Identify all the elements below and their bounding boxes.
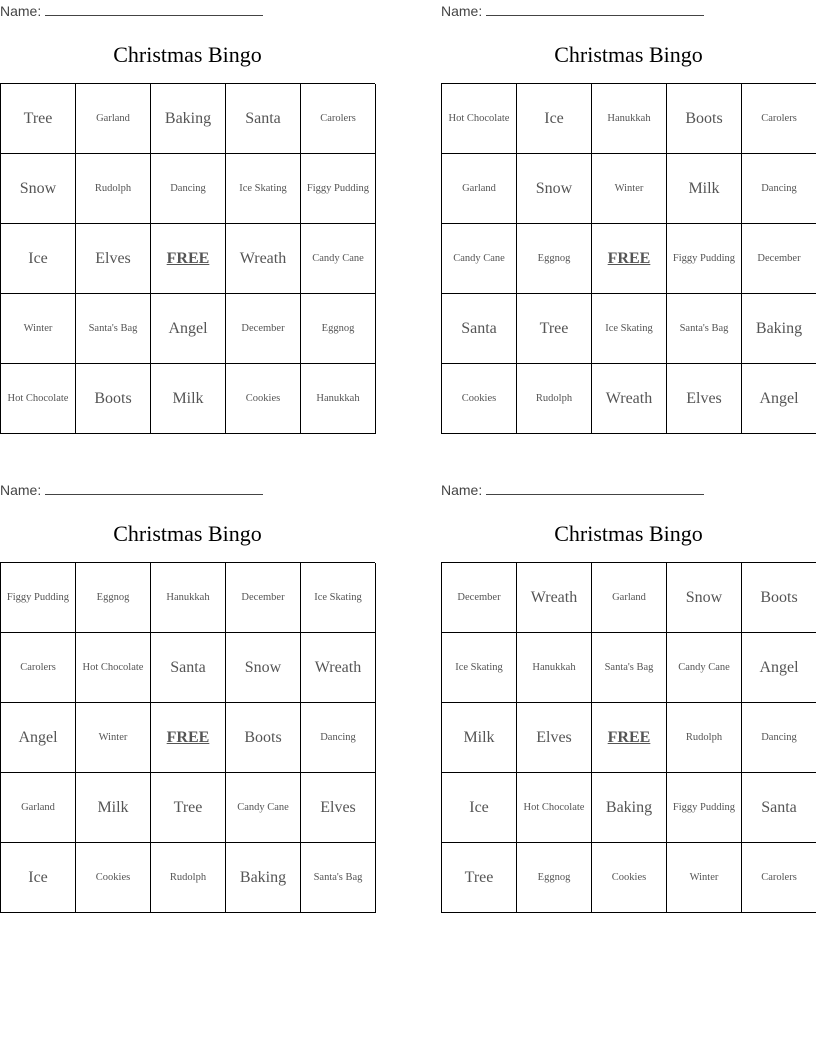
bingo-cell[interactable]: Snow [517,154,592,224]
bingo-cell[interactable]: Carolers [742,843,816,913]
bingo-cell[interactable]: Dancing [151,154,226,224]
bingo-cell[interactable]: Candy Cane [301,224,376,294]
bingo-cell[interactable]: Hot Chocolate [442,84,517,154]
bingo-cell[interactable]: Angel [151,294,226,364]
bingo-cell[interactable]: Wreath [226,224,301,294]
bingo-cell[interactable]: Eggnog [76,563,151,633]
bingo-cell[interactable]: Dancing [742,154,816,224]
bingo-cell[interactable]: Boots [226,703,301,773]
bingo-cell[interactable]: Ice Skating [226,154,301,224]
bingo-cell[interactable]: Snow [667,563,742,633]
bingo-cell[interactable]: Milk [442,703,517,773]
bingo-cell[interactable]: Winter [667,843,742,913]
bingo-cell[interactable]: December [226,294,301,364]
bingo-cell[interactable]: Winter [1,294,76,364]
name-blank-line[interactable] [45,2,263,16]
name-blank-line[interactable] [45,481,263,495]
bingo-cell[interactable]: Candy Cane [226,773,301,843]
bingo-cell[interactable]: Snow [226,633,301,703]
bingo-cell[interactable]: Ice [1,224,76,294]
bingo-cell[interactable]: Rudolph [667,703,742,773]
bingo-cell[interactable]: Angel [742,633,816,703]
free-space[interactable]: FREE [592,224,667,294]
bingo-cell[interactable]: Boots [667,84,742,154]
bingo-cell[interactable]: Garland [76,84,151,154]
bingo-cell[interactable]: Hanukkah [592,84,667,154]
bingo-cell[interactable]: Angel [1,703,76,773]
bingo-cell[interactable]: Snow [1,154,76,224]
bingo-cell[interactable]: Cookies [592,843,667,913]
free-space[interactable]: FREE [151,703,226,773]
bingo-cell[interactable]: Garland [592,563,667,633]
bingo-cell[interactable]: Hot Chocolate [1,364,76,434]
bingo-cell[interactable]: Ice Skating [592,294,667,364]
bingo-cell[interactable]: Baking [742,294,816,364]
bingo-cell[interactable]: Winter [76,703,151,773]
name-blank-line[interactable] [486,481,704,495]
name-label: Name: [441,482,483,498]
bingo-cell[interactable]: Hanukkah [301,364,376,434]
bingo-cell[interactable]: Santa [442,294,517,364]
bingo-cell[interactable]: Dancing [301,703,376,773]
bingo-cell[interactable]: Ice Skating [301,563,376,633]
name-field [441,2,704,20]
bingo-cell[interactable]: Candy Cane [667,633,742,703]
bingo-cell[interactable]: Tree [151,773,226,843]
bingo-cell[interactable]: Winter [592,154,667,224]
bingo-cell[interactable]: Santa's Bag [592,633,667,703]
card-title: Christmas Bingo [554,521,703,546]
bingo-cell[interactable]: Rudolph [76,154,151,224]
bingo-cell[interactable]: Tree [1,84,76,154]
bingo-cell[interactable]: Dancing [742,703,816,773]
bingo-cell[interactable]: December [742,224,816,294]
bingo-cell[interactable]: Baking [151,84,226,154]
bingo-cell[interactable]: Cookies [442,364,517,434]
bingo-cell[interactable]: Milk [151,364,226,434]
name-field [0,481,263,499]
bingo-cell[interactable]: Tree [517,294,592,364]
bingo-cell[interactable]: Carolers [301,84,376,154]
bingo-cell[interactable]: Hanukkah [517,633,592,703]
bingo-grid [0,83,375,434]
bingo-cell[interactable]: Boots [742,563,816,633]
bingo-cell[interactable]: Eggnog [301,294,376,364]
name-label: Name: [0,3,42,19]
bingo-cell[interactable]: Figgy Pudding [667,224,742,294]
bingo-cell[interactable]: Hot Chocolate [517,773,592,843]
bingo-cell[interactable]: Milk [667,154,742,224]
bingo-cell[interactable]: Elves [301,773,376,843]
bingo-cell[interactable]: Santa [226,84,301,154]
bingo-cell[interactable]: Garland [442,154,517,224]
bingo-cell[interactable]: Elves [667,364,742,434]
bingo-cell[interactable]: Ice [517,84,592,154]
bingo-card-1 [0,0,375,434]
bingo-grid [0,562,375,913]
bingo-cell[interactable]: Candy Cane [442,224,517,294]
bingo-cell[interactable]: Milk [76,773,151,843]
bingo-cell[interactable]: Cookies [76,843,151,913]
bingo-cell[interactable]: Baking [592,773,667,843]
bingo-cell[interactable]: Santa's Bag [667,294,742,364]
bingo-cell[interactable]: Garland [1,773,76,843]
card-title: Christmas Bingo [113,42,262,67]
bingo-cell[interactable]: Elves [517,703,592,773]
bingo-grid [441,83,816,434]
bingo-cell[interactable]: Tree [442,843,517,913]
bingo-cell[interactable]: Santa's Bag [76,294,151,364]
bingo-card-4 [441,479,816,913]
bingo-cell[interactable]: Ice [442,773,517,843]
bingo-cell[interactable]: Angel [742,364,816,434]
bingo-cell[interactable]: Carolers [742,84,816,154]
bingo-card-3 [0,479,375,913]
card-title: Christmas Bingo [113,521,262,546]
bingo-cell[interactable]: Boots [76,364,151,434]
bingo-cell[interactable]: Eggnog [517,224,592,294]
card-title: Christmas Bingo [554,42,703,67]
bingo-cell[interactable]: Eggnog [517,843,592,913]
bingo-cell[interactable]: Wreath [517,563,592,633]
bingo-cell[interactable]: Wreath [301,633,376,703]
bingo-cell[interactable]: December [442,563,517,633]
bingo-cell[interactable]: Ice Skating [442,633,517,703]
name-blank-line[interactable] [486,2,704,16]
bingo-cell[interactable]: Wreath [592,364,667,434]
bingo-card-2 [441,0,816,434]
name-label: Name: [441,3,483,19]
bingo-cell[interactable]: Figgy Pudding [1,563,76,633]
bingo-cell[interactable]: Baking [226,843,301,913]
bingo-cell[interactable]: Santa [151,633,226,703]
name-field [441,481,704,499]
bingo-cell[interactable]: Elves [76,224,151,294]
bingo-cell[interactable]: Figgy Pudding [667,773,742,843]
bingo-cell[interactable]: Santa's Bag [301,843,376,913]
bingo-cell[interactable]: December [226,563,301,633]
bingo-cell[interactable]: Figgy Pudding [301,154,376,224]
bingo-cell[interactable]: Rudolph [151,843,226,913]
bingo-cell[interactable]: Hanukkah [151,563,226,633]
free-space[interactable]: FREE [592,703,667,773]
name-label: Name: [0,482,42,498]
name-field [0,2,263,20]
bingo-cell[interactable]: Ice [1,843,76,913]
bingo-cell[interactable]: Carolers [1,633,76,703]
free-space[interactable]: FREE [151,224,226,294]
bingo-cell[interactable]: Cookies [226,364,301,434]
bingo-cell[interactable]: Santa [742,773,816,843]
bingo-cell[interactable]: Rudolph [517,364,592,434]
bingo-grid [441,562,816,913]
bingo-cell[interactable]: Hot Chocolate [76,633,151,703]
